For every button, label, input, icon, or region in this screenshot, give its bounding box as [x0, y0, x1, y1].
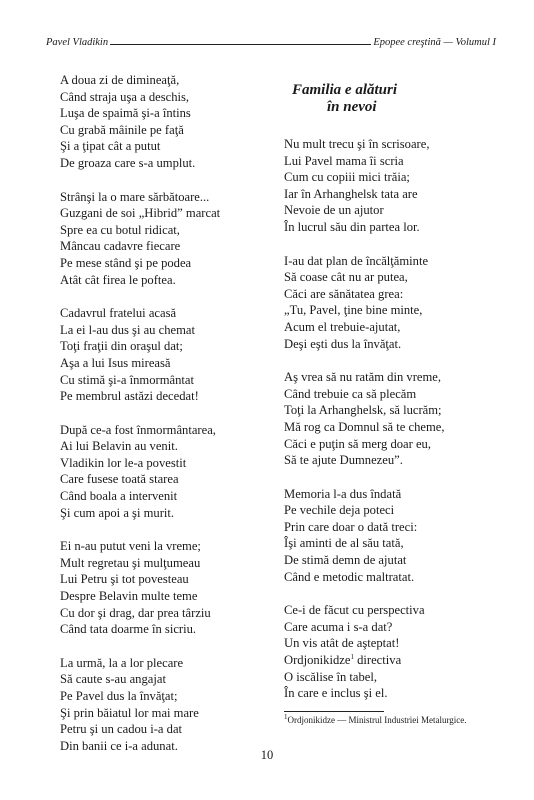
verse-line: Iar în Arhanghelsk tata are	[284, 186, 418, 201]
verse-line: Deşi eşti dus la învăţat.	[284, 336, 402, 351]
verse-line: Şi a ţipat cât a putut	[60, 139, 161, 154]
footnote-text	[284, 715, 499, 726]
verse-line: Aş vrea să nu ratăm din vreme,	[284, 370, 442, 385]
verse-line: Pe mese stând şi pe podea	[60, 255, 192, 270]
verse-line: Spre ea cu botul ridicat,	[60, 222, 180, 237]
poem-title-line-1: Familia e alături	[292, 82, 398, 98]
verse-line: Când tata doarme în sicriu.	[60, 622, 197, 637]
verse-line: Şi prin băiatul lor mai mare	[60, 705, 199, 720]
header-rule	[110, 35, 371, 45]
verse-line: De groaza care s-a umplut.	[60, 155, 196, 170]
stanza	[60, 422, 260, 522]
verse-line: Memoria l-a dus îndată	[284, 486, 402, 501]
verse-line: Toţi fraţii din oraşul dat;	[60, 339, 183, 354]
verse-line: Petru şi un cadou i-a dat	[60, 722, 183, 737]
left-column	[60, 72, 260, 771]
verse-line: Care acuma i s-a dat?	[284, 619, 393, 634]
verse-line: Care fusese toată starea	[60, 472, 179, 487]
verse-line: Mă rog ca Domnul să te cheme,	[284, 419, 445, 434]
verse-line: Luşa de spaimă şi-a întins	[60, 106, 191, 121]
verse-line: Cu stimă şi-a înmormântat	[60, 372, 194, 387]
verse-line: Şi cum apoi a şi murit.	[60, 505, 175, 520]
verse-line: Îşi aminti de al său tată,	[284, 536, 404, 551]
verse-line: Căci are sănătatea grea:	[284, 286, 404, 301]
footnote-rule	[284, 711, 384, 712]
verse-line: Acum el trebuie-ajutat,	[284, 319, 401, 334]
verse-line: Nevoie de un ajutor	[284, 203, 384, 218]
right-stanzas	[284, 136, 499, 585]
verse-line: Cum cu copiii mici trăia;	[284, 170, 410, 185]
verse-line: De stimă demn de ajutat	[284, 553, 407, 568]
footnote-reference: 1	[350, 652, 354, 661]
verse-line: Să te ajute Dumnezeu”.	[284, 453, 403, 468]
verse-line: Când e metodic maltratat.	[284, 569, 415, 584]
verse-line: Guzgani de soi „Hibrid” marcat	[60, 206, 221, 221]
verse-line: Atât cât firea le poftea.	[60, 272, 176, 287]
verse-line: Un vis atât de aşteptat!	[284, 636, 400, 651]
verse-line: Mult regretau şi mulţumeau	[60, 555, 201, 570]
verse-line: Mâncau cadavre fiecare	[60, 239, 181, 254]
verse-line: Din banii ce i-a adunat.	[60, 738, 178, 753]
verse-line: „Tu, Pavel, ţine bine minte,	[284, 303, 423, 318]
verse-line: Lui Pavel mama îi scria	[284, 153, 404, 168]
verse-line: Despre Belavin multe teme	[60, 589, 198, 604]
footnote-body: Ordjonikidze — Ministrul Industriei Metalurgice.	[287, 715, 467, 725]
verse-line: În care e inclus şi el.	[284, 686, 388, 701]
verse-line: În lucrul său din partea lor.	[284, 219, 420, 234]
stanza	[284, 253, 499, 353]
verse-line: Ce-i de făcut cu perspectiva	[284, 603, 425, 618]
right-column	[284, 82, 499, 719]
poem-title-line-2: în nevoi	[327, 99, 377, 115]
stanza	[60, 655, 260, 755]
verse-line: La urmă, la a lor plecare	[60, 655, 184, 670]
verse-line: Ai lui Belavin au venit.	[60, 439, 178, 454]
verse-word: Ordjonikidze	[284, 653, 351, 668]
verse-line: O iscălise în tabel,	[284, 669, 378, 684]
verse-line: I-au dat plan de încălţăminte	[284, 253, 429, 268]
verse-line: Aşa a lui Isus mireasă	[60, 355, 171, 370]
footnote	[284, 711, 499, 726]
stanza	[284, 486, 499, 586]
verse-line: Când trebuie ca să plecăm	[284, 386, 417, 401]
verse-line: Nu mult trecu şi în scrisoare,	[284, 137, 430, 151]
running-header	[46, 35, 496, 48]
stanza	[60, 538, 260, 638]
verse-line: Toţi la Arhanghelsk, să lucrăm;	[284, 403, 442, 418]
stanza	[60, 305, 260, 405]
verse-line: După ce-a fost înmormântarea,	[60, 422, 216, 437]
footnote-marker: 1	[284, 713, 288, 721]
verse-line: Cadavrul fratelui acasă	[60, 306, 177, 321]
header-author: Pavel Vladikin	[46, 37, 109, 48]
verse-line: Lui Petru şi tot povesteau	[60, 572, 189, 587]
verse-line: Pe membrul astăzi decedat!	[60, 389, 199, 404]
verse-line: Să coase cât nu ar putea,	[284, 270, 408, 285]
verse-line: Cu grabă mâinile pe faţă	[60, 122, 184, 137]
page-number: 10	[260, 748, 274, 762]
stanza	[284, 369, 499, 469]
verse-word: directiva	[353, 653, 402, 668]
verse-line: Vladikin lor le-a povestit	[60, 455, 187, 470]
verse-line: Prin care doar o dată treci:	[284, 519, 418, 534]
verse-line: Când straja uşa a deschis,	[60, 89, 190, 104]
verse-line: Căci e puţin să merg doar eu,	[284, 436, 431, 451]
verse-line: Să caute s-au angajat	[60, 672, 166, 687]
verse-line: Când boala a intervenit	[60, 489, 178, 504]
stanza	[284, 136, 499, 236]
verse-line: Pe Pavel dus la învăţat;	[60, 689, 178, 703]
verse-line	[284, 652, 499, 669]
verse-line: Cu dor şi drag, dar prea târziu	[60, 605, 211, 620]
verse-line: Pe vechile deja poteci	[284, 503, 395, 518]
verse-line: Ei n-au putut veni la vreme;	[60, 539, 201, 554]
stanza	[284, 602, 499, 702]
stanza	[60, 189, 260, 289]
poem-title	[292, 82, 499, 116]
verse-line: Strânşi la o mare sărbătoare...	[60, 189, 210, 204]
verse-line: A doua zi de dimineaţă,	[60, 73, 180, 87]
header-book-title: Epopee creştină — Volumul I	[373, 37, 496, 48]
stanza	[60, 72, 260, 172]
verse-line: La ei l-au dus şi au chemat	[60, 322, 195, 337]
